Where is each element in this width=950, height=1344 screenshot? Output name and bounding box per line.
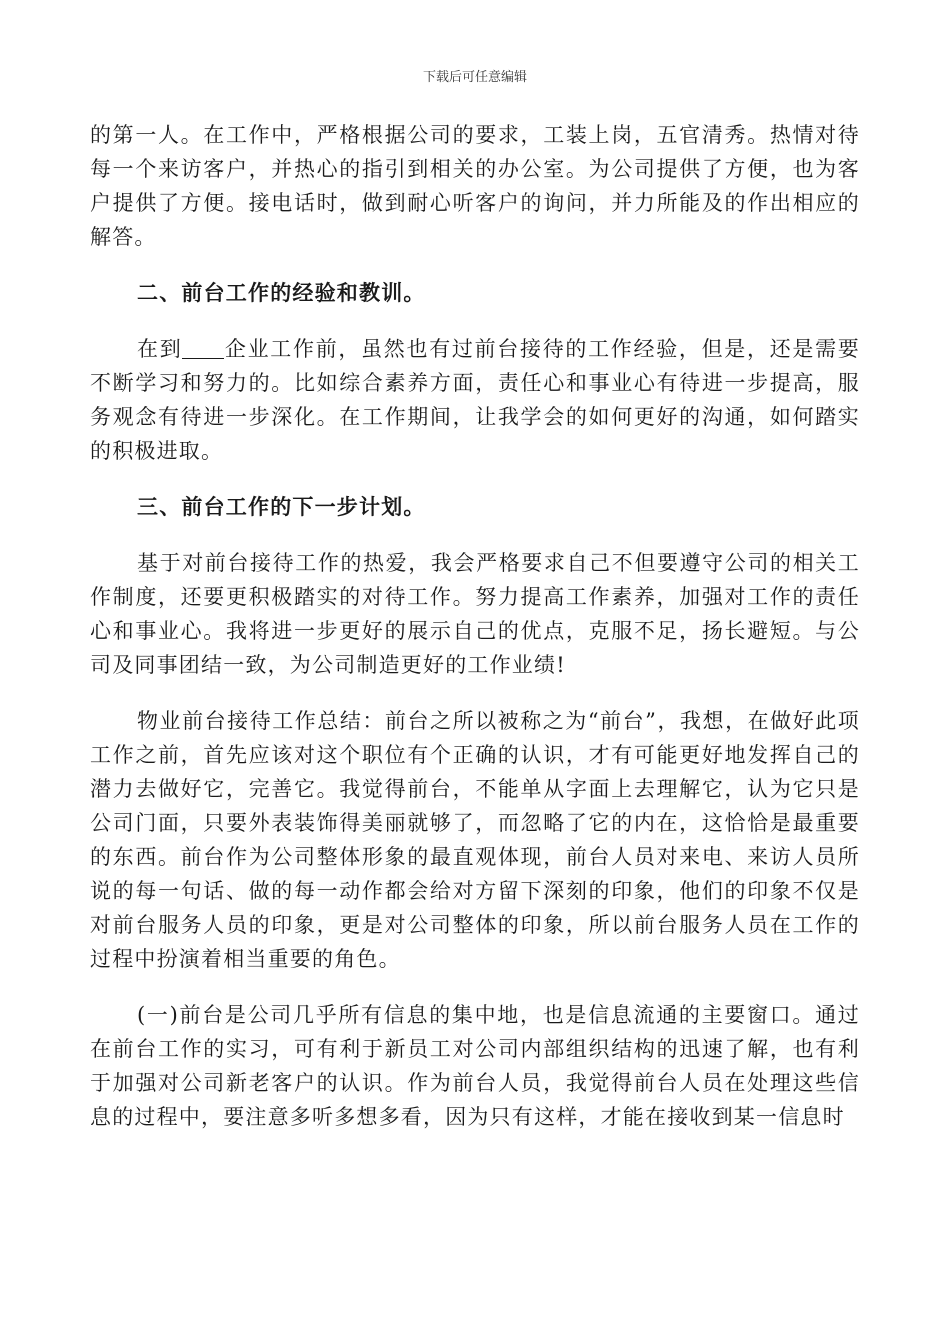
paragraph-continued: 的第一人。在工作中，严格根据公司的要求，工装上岗，五官清秀。热情对待每一个来访客户，并热心的指引到相关的办公室。为公司提供了方便，也为客户提供了方便。接电话时，做到耐心听客户的询问，并力所能及的作出相应的解答。 <box>90 123 860 249</box>
fill-in-blank <box>182 338 224 359</box>
section-heading-three: 三、前台工作的下一步计划。 <box>137 494 426 519</box>
paragraph-experience-rest: 企业工作前，虽然也有过前台接待的工作经验，但是，还是需要不断学习和努力的。比如综合素养方面，责任心和事业心有待进一步提高，服务观念有待进一步深化。在工作期间，让我学会的如何更好的沟通，如何踏实的积极进取。 <box>90 337 860 463</box>
paragraph-experience-start: 在到 <box>137 337 183 361</box>
paragraph-point-one: (一)前台是公司几乎所有信息的集中地，也是信息流通的主要窗口。通过在前台工作的实习，可有利于新员工对公司内部组织结构的迅速了解，也有利于加强对公司新老客户的认识。作为前台人员，我觉得前台人员在处理这些信息的过程中，要注意多听多想多看，因为只有这样，才能在接收到某一信息时 <box>90 1003 860 1129</box>
paragraph-plan: 基于对前台接待工作的热爱，我会严格要求自己不但要遵守公司的相关工作制度，还要更积极踏实的对待工作。努力提高工作素养，加强对工作的责任心和事业心。我将进一步更好的展示自己的优点，克服不足，扬长避短。与公司及同事团结一致，为公司制造更好的工作业绩! <box>90 551 860 677</box>
paragraph-experience <box>90 332 860 468</box>
paragraph-summary: 物业前台接待工作总结：前台之所以被称之为“前台”，我想，在做好此项工作之前，首先应该对这个职位有个正确的认识，才有可能更好地发挥自己的潜力去做好它，完善它。我觉得前台，不能单从字面上去理解它，认为它只是公司门面，只要外表装饰得美丽就够了，而忽略了它的内在，这恰恰是最重要的东西。前台作为公司整体形象的最直观体现，前台人员对来电、来访人员所说的每一句话、做的每一动作都会给对方留下深刻的印象，他们的印象不仅是对前台服务人员的印象，更是对公司整体的印象，所以前台服务人员在工作的过程中扮演着相当重要的角色。 <box>90 709 860 971</box>
document-body <box>90 118 860 1134</box>
page-header-note: 下载后可任意编辑 <box>422 70 527 85</box>
section-heading-two: 二、前台工作的经验和教训。 <box>137 280 426 305</box>
